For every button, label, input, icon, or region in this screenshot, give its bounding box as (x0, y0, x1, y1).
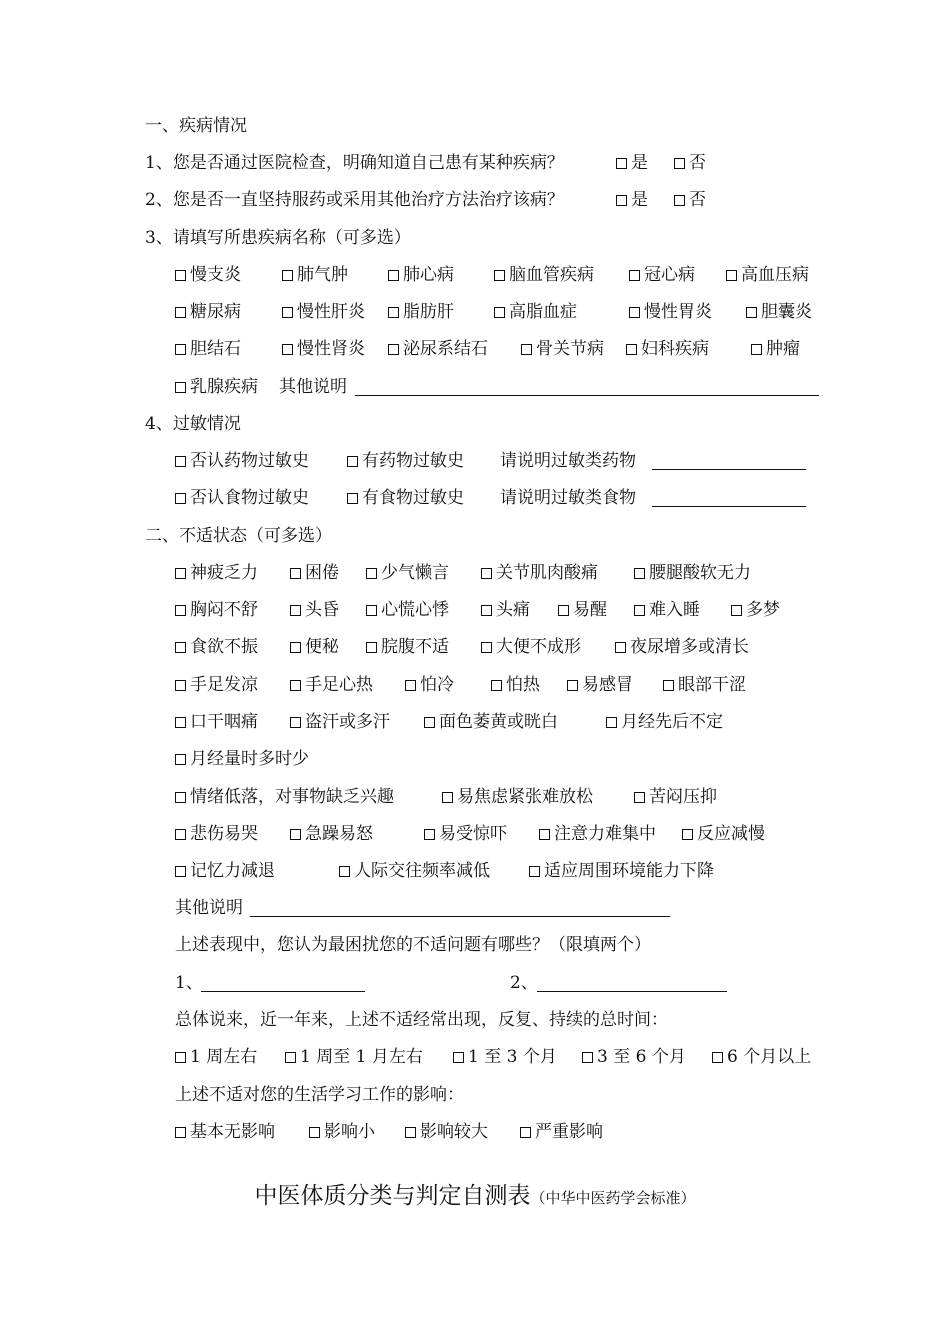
symptom-checkbox[interactable] (290, 595, 339, 625)
symptom-label: 难入睡 (649, 600, 700, 620)
symptom-checkbox[interactable] (366, 595, 449, 625)
q1-yes-label: 是 (631, 153, 648, 173)
symptom-label: 面色萎黄或晄白 (439, 712, 558, 732)
disease-label: 骨关节病 (536, 339, 604, 359)
disease-other-input[interactable] (355, 377, 819, 396)
checkbox-icon (175, 344, 186, 355)
symptom-label: 易醒 (573, 600, 607, 620)
symptom-other-label: 其他说明 (175, 898, 243, 918)
checkbox-icon (520, 1127, 531, 1138)
checkbox-icon (175, 456, 186, 467)
duration-option-label: 1 周左右 (190, 1047, 258, 1067)
symptom-label: 手足发凉 (190, 675, 258, 695)
disease-other-label: 其他说明 (279, 377, 347, 397)
checkbox-icon (309, 1127, 320, 1138)
checkbox-icon (521, 344, 532, 355)
drug-has-checkbox[interactable] (347, 446, 464, 476)
checkbox-icon (629, 307, 640, 318)
checkbox-icon (347, 456, 358, 467)
checkbox-icon (175, 829, 186, 840)
symptom-label: 情绪低落，对事物缺乏兴趣 (190, 787, 394, 807)
symptom-checkbox[interactable] (634, 558, 751, 588)
symptom-label: 盗汗或多汗 (305, 712, 390, 732)
checkbox-icon (282, 270, 293, 281)
q1-text: 1、您是否通过医院检查，明确知道自己患有某种疾病？ (145, 153, 564, 173)
food-allergy-input[interactable] (652, 488, 806, 507)
impact-option-label: 影响较大 (420, 1122, 488, 1142)
checkbox-icon (606, 717, 617, 728)
symptom-label: 食欲不振 (190, 637, 258, 657)
disease-label: 妇科疾病 (641, 339, 709, 359)
disease-label: 胆结石 (190, 339, 241, 359)
q2-yes-checkbox[interactable] (616, 185, 648, 215)
disease-checkbox[interactable] (175, 260, 241, 290)
symptom-checkbox[interactable] (290, 670, 373, 700)
checkbox-icon (175, 754, 186, 765)
checkbox-icon (674, 158, 685, 169)
duration-option-label: 3 至 6 个月 (597, 1047, 686, 1067)
disease-checkbox[interactable] (388, 260, 454, 290)
symptom-label: 便秘 (305, 637, 339, 657)
top-two-question: 上述表现中，您认为最困扰您的不适问题有哪些？（限填两个） (175, 935, 651, 955)
symptom-label: 怕热 (506, 675, 540, 695)
checkbox-icon (290, 717, 301, 728)
symptom-label: 关节肌肉酸痛 (496, 563, 598, 583)
disease-checkbox[interactable] (282, 260, 348, 290)
disease-checkbox[interactable] (521, 334, 604, 364)
symptom-label: 胸闷不舒 (190, 600, 258, 620)
symptom-label: 脘腹不适 (381, 637, 449, 657)
checkbox-icon (405, 1127, 416, 1138)
symptom-checkbox[interactable] (175, 632, 258, 662)
symptom-checkbox[interactable] (606, 707, 723, 737)
symptom-label: 口干咽痛 (190, 712, 258, 732)
symptom-checkbox[interactable] (558, 595, 607, 625)
symptom-checkbox[interactable] (366, 632, 449, 662)
q1-no-label: 否 (689, 153, 706, 173)
checkbox-icon (616, 158, 627, 169)
checkbox-icon (405, 680, 416, 691)
disease-checkbox[interactable] (282, 297, 365, 327)
duration-option-checkbox[interactable] (175, 1042, 257, 1072)
checkbox-icon (339, 866, 350, 877)
symptom-checkbox[interactable] (529, 856, 714, 886)
checkbox-icon (615, 642, 626, 653)
checkbox-icon (751, 344, 762, 355)
checkbox-icon (175, 680, 186, 691)
symptom-label: 月经量时多时少 (190, 749, 309, 769)
checkbox-icon (285, 1052, 296, 1063)
symptom-label: 头痛 (496, 600, 530, 620)
checkbox-icon (388, 307, 399, 318)
symptom-label: 人际交往频率减低 (354, 861, 490, 881)
checkbox-icon (175, 866, 186, 877)
checkbox-icon (626, 344, 637, 355)
disease-label: 高脂血症 (509, 302, 577, 322)
answer1-label: 1、 (175, 973, 203, 993)
q4-text: 4、过敏情况 (145, 414, 241, 434)
disease-label: 冠心病 (644, 265, 695, 285)
section2-heading: 二、不适状态（可多选） (145, 526, 332, 546)
symptom-checkbox[interactable] (481, 558, 598, 588)
symptom-label: 神疲乏力 (190, 563, 258, 583)
impact-option-checkbox[interactable] (520, 1117, 603, 1147)
symptom-checkbox[interactable] (634, 595, 700, 625)
checkbox-icon (175, 568, 186, 579)
checkbox-icon (491, 680, 502, 691)
drug-deny-checkbox[interactable] (175, 446, 309, 476)
disease-checkbox[interactable] (629, 297, 712, 327)
disease-checkbox[interactable] (626, 334, 709, 364)
impact-option-label: 基本无影响 (190, 1122, 275, 1142)
checkbox-icon (290, 642, 301, 653)
q1-yes-checkbox[interactable] (616, 148, 648, 178)
symptom-checkbox[interactable] (175, 819, 258, 849)
checkbox-icon (282, 307, 293, 318)
q1-no-checkbox[interactable] (674, 148, 706, 178)
impact-option-label: 严重影响 (535, 1122, 603, 1142)
q2-no-label: 否 (689, 190, 706, 210)
symptom-label: 头昏 (305, 600, 339, 620)
symptom-checkbox[interactable] (405, 670, 454, 700)
duration-option-label: 1 周至 1 月左右 (300, 1047, 423, 1067)
symptom-checkbox[interactable] (175, 744, 309, 774)
checkbox-icon (175, 605, 186, 616)
disease-label: 糖尿病 (190, 302, 241, 322)
checkbox-icon (494, 270, 505, 281)
symptom-checkbox[interactable] (442, 782, 593, 812)
disease-checkbox[interactable] (175, 372, 258, 402)
checkbox-icon (388, 344, 399, 355)
checkbox-icon (494, 307, 505, 318)
section1-heading: 一、疾病情况 (145, 116, 247, 136)
checkbox-icon (366, 642, 377, 653)
symptom-checkbox[interactable] (290, 558, 339, 588)
drug-has-label: 有药物过敏史 (362, 451, 464, 471)
disease-checkbox[interactable] (388, 334, 488, 364)
answer2-label: 2、 (510, 973, 538, 993)
checkbox-icon (529, 866, 540, 877)
checkbox-icon (290, 568, 301, 579)
checkbox-icon (731, 605, 742, 616)
checkbox-icon (175, 382, 186, 393)
symptom-checkbox[interactable] (481, 595, 530, 625)
answer1-input[interactable] (201, 973, 365, 992)
checkbox-icon (634, 605, 645, 616)
symptom-label: 适应周围环境能力下降 (544, 861, 714, 881)
checkbox-icon (175, 642, 186, 653)
checkbox-icon (282, 344, 293, 355)
symptom-checkbox[interactable] (290, 819, 373, 849)
duration-option-checkbox[interactable] (285, 1042, 423, 1072)
disease-label: 慢性胃炎 (644, 302, 712, 322)
food-has-checkbox[interactable] (347, 483, 464, 513)
checkbox-icon (290, 680, 301, 691)
symptom-checkbox[interactable] (175, 707, 258, 737)
disease-label: 泌尿系结石 (403, 339, 488, 359)
q2-no-checkbox[interactable] (674, 185, 706, 215)
drug-allergy-input[interactable] (652, 451, 806, 470)
disease-label: 高血压病 (741, 265, 809, 285)
checkbox-icon (175, 493, 186, 504)
symptom-label: 记忆力减退 (190, 861, 275, 881)
checkbox-icon (442, 792, 453, 803)
symptom-checkbox[interactable] (424, 707, 558, 737)
next-section-title-sub: （中华中医药学会标准） (530, 1189, 696, 1207)
symptom-other-input[interactable] (250, 898, 670, 917)
impact-option-checkbox[interactable] (309, 1117, 375, 1147)
symptom-checkbox[interactable] (424, 819, 507, 849)
symptom-label: 苦闷压抑 (649, 787, 717, 807)
checkbox-icon (481, 605, 492, 616)
checkbox-icon (175, 1127, 186, 1138)
symptom-label: 易受惊吓 (439, 824, 507, 844)
checkbox-icon (290, 829, 301, 840)
checkbox-icon (682, 829, 693, 840)
disease-checkbox[interactable] (726, 260, 809, 290)
symptom-label: 腰腿酸软无力 (649, 563, 751, 583)
checkbox-icon (582, 1052, 593, 1063)
checkbox-icon (712, 1052, 723, 1063)
drug-deny-label: 否认药物过敏史 (190, 451, 309, 471)
symptom-label: 易焦虑紧张难放松 (457, 787, 593, 807)
disease-checkbox[interactable] (282, 334, 365, 364)
q2-yes-label: 是 (631, 190, 648, 210)
disease-checkbox[interactable] (494, 260, 594, 290)
symptom-checkbox[interactable] (290, 632, 339, 662)
symptom-label: 急躁易怒 (305, 824, 373, 844)
impact-option-checkbox[interactable] (175, 1117, 275, 1147)
disease-checkbox[interactable] (746, 297, 812, 327)
symptom-checkbox[interactable] (481, 632, 581, 662)
symptom-checkbox[interactable] (175, 595, 258, 625)
symptom-checkbox[interactable] (175, 782, 394, 812)
checkbox-icon (746, 307, 757, 318)
symptom-checkbox[interactable] (339, 856, 490, 886)
symptom-label: 易感冒 (582, 675, 633, 695)
symptom-checkbox[interactable] (634, 782, 717, 812)
disease-checkbox[interactable] (494, 297, 577, 327)
symptom-checkbox[interactable] (567, 670, 633, 700)
checkbox-icon (424, 717, 435, 728)
duration-option-checkbox[interactable] (712, 1042, 811, 1072)
symptom-label: 少气懒言 (381, 563, 449, 583)
disease-label: 脂肪肝 (403, 302, 454, 322)
checkbox-icon (481, 642, 492, 653)
disease-label: 脑血管疾病 (509, 265, 594, 285)
checkbox-icon (388, 270, 399, 281)
symptom-checkbox[interactable] (539, 819, 656, 849)
duration-option-checkbox[interactable] (453, 1042, 557, 1072)
checkbox-icon (453, 1052, 464, 1063)
food-prompt: 请说明过敏类食物 (500, 488, 636, 508)
drug-prompt: 请说明过敏类药物 (500, 451, 636, 471)
checkbox-icon (175, 307, 186, 318)
checkbox-icon (663, 680, 674, 691)
next-section-title (0, 1176, 950, 1216)
symptom-checkbox[interactable] (175, 558, 258, 588)
duration-question: 总体说来，近一年来，上述不适经常出现，反复、持续的总时间： (175, 1010, 668, 1030)
symptom-checkbox[interactable] (366, 558, 449, 588)
symptom-label: 大便不成形 (496, 637, 581, 657)
disease-label: 胆囊炎 (761, 302, 812, 322)
duration-option-label: 6 个月以上 (727, 1047, 812, 1067)
impact-question: 上述不适对您的生活学习工作的影响： (175, 1085, 464, 1105)
checkbox-icon (175, 792, 186, 803)
checkbox-icon (634, 568, 645, 579)
disease-label: 乳腺疾病 (190, 377, 258, 397)
answer2-input[interactable] (537, 973, 727, 992)
checkbox-icon (629, 270, 640, 281)
impact-option-label: 影响小 (324, 1122, 375, 1142)
disease-label: 肺心病 (403, 265, 454, 285)
food-deny-label: 否认食物过敏史 (190, 488, 309, 508)
checkbox-icon (366, 605, 377, 616)
duration-option-label: 1 至 3 个月 (468, 1047, 557, 1067)
symptom-label: 多梦 (746, 600, 780, 620)
disease-label: 慢性肝炎 (297, 302, 365, 322)
symptom-checkbox[interactable] (175, 670, 258, 700)
next-section-title-main: 中医体质分类与判定自测表 (254, 1183, 531, 1209)
food-deny-checkbox[interactable] (175, 483, 309, 513)
disease-checkbox[interactable] (175, 334, 241, 364)
disease-label: 肿瘤 (766, 339, 800, 359)
food-has-label: 有食物过敏史 (362, 488, 464, 508)
symptom-label: 注意力难集中 (554, 824, 656, 844)
symptom-checkbox[interactable] (682, 819, 765, 849)
symptom-label: 手足心热 (305, 675, 373, 695)
symptom-label: 困倦 (305, 563, 339, 583)
symptom-label: 眼部干涩 (678, 675, 746, 695)
disease-checkbox[interactable] (175, 297, 241, 327)
checkbox-icon (634, 792, 645, 803)
checkbox-icon (366, 568, 377, 579)
checkbox-icon (567, 680, 578, 691)
disease-label: 慢支炎 (190, 265, 241, 285)
checkbox-icon (674, 195, 685, 206)
checkbox-icon (539, 829, 550, 840)
duration-option-checkbox[interactable] (582, 1042, 686, 1072)
impact-option-checkbox[interactable] (405, 1117, 488, 1147)
symptom-checkbox[interactable] (731, 595, 780, 625)
checkbox-icon (481, 568, 492, 579)
disease-checkbox[interactable] (751, 334, 800, 364)
checkbox-icon (290, 605, 301, 616)
q2-text: 2、您是否一直坚持服药或采用其他治疗方法治疗该病？ (145, 190, 564, 210)
symptom-label: 夜尿增多或清长 (630, 637, 749, 657)
checkbox-icon (424, 829, 435, 840)
q3-text: 3、请填写所患疾病名称（可多选） (145, 228, 411, 248)
disease-checkbox[interactable] (388, 297, 454, 327)
symptom-checkbox[interactable] (290, 707, 390, 737)
disease-checkbox[interactable] (629, 260, 695, 290)
symptom-checkbox[interactable] (175, 856, 275, 886)
symptom-label: 悲伤易哭 (190, 824, 258, 844)
symptom-checkbox[interactable] (663, 670, 746, 700)
symptom-label: 反应减慢 (697, 824, 765, 844)
checkbox-icon (616, 195, 627, 206)
disease-label: 慢性肾炎 (297, 339, 365, 359)
checkbox-icon (175, 270, 186, 281)
symptom-checkbox[interactable] (491, 670, 540, 700)
checkbox-icon (175, 717, 186, 728)
symptom-checkbox[interactable] (615, 632, 749, 662)
checkbox-icon (726, 270, 737, 281)
checkbox-icon (347, 493, 358, 504)
disease-label: 肺气肿 (297, 265, 348, 285)
checkbox-icon (175, 1052, 186, 1063)
symptom-label: 心慌心悸 (381, 600, 449, 620)
symptom-label: 怕冷 (420, 675, 454, 695)
symptom-label: 月经先后不定 (621, 712, 723, 732)
checkbox-icon (558, 605, 569, 616)
